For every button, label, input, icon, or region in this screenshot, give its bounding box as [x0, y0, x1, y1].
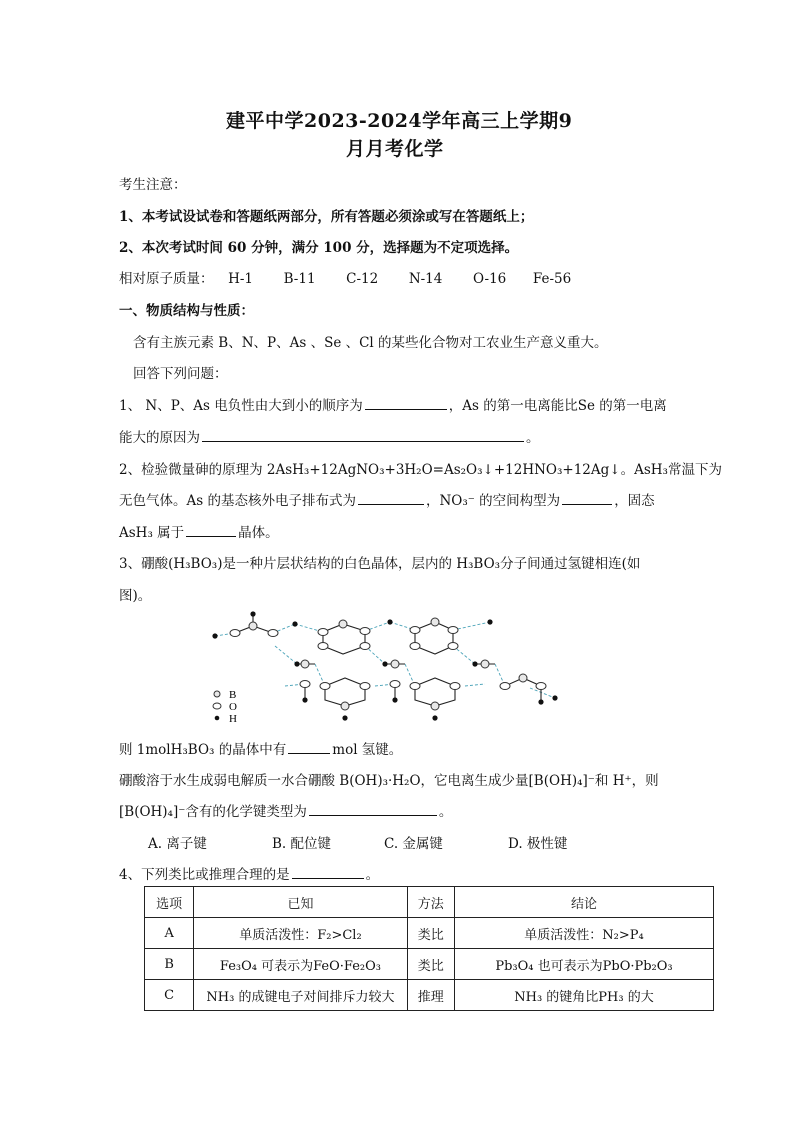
q3-ask-1: 则 1molH₃BO₃ 的晶体中有 mol 氢键。: [119, 738, 402, 758]
boric-acid-lattice-figure: [205, 606, 575, 728]
answer-blank[interactable]: [562, 490, 612, 505]
atomic-mass-item: C-12: [346, 271, 379, 287]
q2-line-3: AsH₃ 属于 晶体。: [119, 521, 279, 541]
notice-heading: 考生注意：: [119, 177, 187, 193]
q1-line-1: 1、 N、P、As 电负性由大到小的顺序为 ，As 的第一电离能比Se 的第一电离: [119, 394, 667, 414]
answer-blank[interactable]: [309, 801, 437, 816]
atomic-mass-item: O-16: [472, 271, 507, 287]
section-heading: 一、物质结构与性质：: [119, 303, 254, 319]
atomic-mass-item: H-1: [228, 271, 254, 287]
notice-item-2: 2、本次考试时间 60 分钟，满分 100 分，选择题为不定项选择。: [119, 240, 519, 256]
q3-ask-3: [B(OH)₄]⁻含有的化学键类型为 。: [119, 800, 452, 820]
q1-line-2: 能大的原因为 。: [119, 426, 540, 446]
table-cell: B: [145, 949, 194, 980]
atomic-mass-line: [119, 267, 571, 287]
table-cell: C: [145, 980, 194, 1011]
table-header: 已知: [194, 887, 407, 918]
table-header-row: [145, 887, 714, 918]
table-cell: Pb₃O₄ 也可表示为PbO·Pb₂O₃: [455, 949, 714, 980]
atomic-mass-item: Fe-56: [532, 271, 572, 287]
q3-line-1: 3、硼酸(H₃BO₃)是一种片层状结构的白色晶体，层内的 H₃BO₃分子间通过氢键相连(如: [119, 556, 641, 572]
legend-label-b: B: [229, 689, 237, 701]
section-intro: 含有主族元素 B、N、P、As 、Se 、Cl 的某些化合物对工农业生产意义重大。: [133, 335, 608, 351]
q2-line-2: 无色气体。As 的基态核外电子排布式为 ，NO₃⁻ 的空间构型为 ，固态: [119, 489, 655, 509]
table-cell: A: [145, 918, 194, 949]
atomic-mass-item: N-14: [408, 271, 443, 287]
table-row: [145, 980, 714, 1011]
table-header: 选项: [145, 887, 194, 918]
q3-ask-2: 硼酸溶于水生成弱电解质一水合硼酸 B(OH)₃·H₂O，它电离生成少量[B(OH)₄]⁻和 H⁺，则: [119, 773, 659, 789]
page-title: 建平中学2023-2024学年高三上学期9: [226, 110, 573, 132]
table-cell: 类比: [407, 949, 454, 980]
table-cell: NH₃ 的成键电子对间排斥力较大: [194, 980, 407, 1011]
page-subtitle: 月月考化学: [346, 138, 444, 160]
table-header: 结论: [455, 887, 714, 918]
table-row: [145, 918, 714, 949]
table-cell: NH₃ 的键角比PH₃ 的大: [455, 980, 714, 1011]
oxygen-atoms: [230, 627, 546, 690]
analogy-table: [144, 886, 714, 1011]
atomic-mass-label: 相对原子质量：: [119, 271, 214, 287]
q4-stem: 4、下列类比或推理合理的是 。: [119, 863, 379, 883]
option-b[interactable]: B. 配位键: [272, 836, 332, 852]
q2-line-1: 2、检验微量砷的原理为 2AsH₃+12AgNO₃+3H₂O=As₂O₃↓+12HNO₃+12Ag↓。AsH₃常温下为: [119, 462, 722, 478]
option-c[interactable]: C. 金属键: [384, 836, 443, 852]
covalent-bond-lines: [235, 616, 541, 706]
answer-blank[interactable]: [358, 490, 424, 505]
table-cell: 类比: [407, 918, 454, 949]
table-cell: 单质活泼性：F₂>Cl₂: [194, 918, 407, 949]
answer-blank[interactable]: [365, 395, 447, 410]
answer-blank[interactable]: [288, 739, 330, 754]
answer-blank[interactable]: [202, 427, 524, 442]
table-cell: Fe₃O₄ 可表示为FeO·Fe₂O₃: [194, 949, 407, 980]
legend-label-o: O: [229, 701, 237, 713]
answer-blank[interactable]: [292, 864, 364, 879]
atomic-mass-item: B-11: [283, 271, 316, 287]
notice-item-1: 1、本考试设试卷和答题纸两部分，所有答题必须涂或写在答题纸上；: [119, 209, 534, 225]
option-a[interactable]: A. 离子键: [148, 836, 207, 852]
hydrogen-atoms: [212, 611, 557, 720]
section-prompt: 回答下列问题：: [133, 366, 228, 382]
option-d[interactable]: D. 极性键: [508, 836, 568, 852]
table-row: [145, 949, 714, 980]
q3-line-2: 图)。: [119, 588, 152, 604]
table-cell: 推理: [407, 980, 454, 1011]
table-header: 方法: [407, 887, 454, 918]
legend: [213, 689, 237, 725]
legend-label-h: H: [229, 713, 237, 725]
answer-blank[interactable]: [186, 522, 236, 537]
table-cell: 单质活泼性：N₂>P₄: [455, 918, 714, 949]
